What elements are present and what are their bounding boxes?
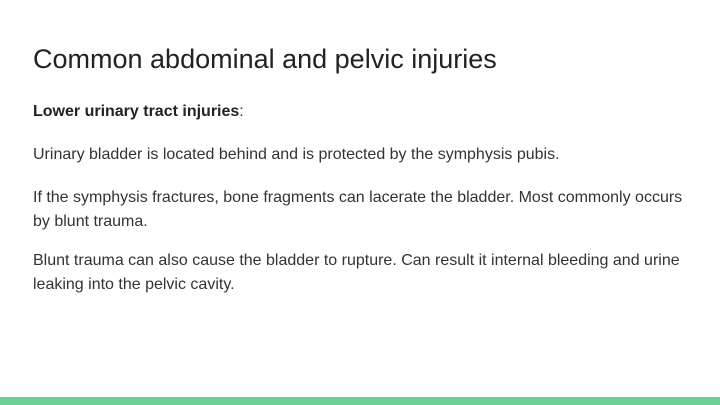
paragraph-bladder-location: Urinary bladder is located behind and is protected by the symphysis pubis. (33, 146, 560, 163)
subheading-bold: Lower urinary tract injuries (33, 103, 240, 120)
paragraph-symphysis-fracture: If the symphysis fractures, bone fragments can lacerate the bladder. Most commonly occurs by blunt trauma. (33, 189, 683, 230)
accent-bar (0, 397, 720, 405)
paragraph-bladder-rupture: Blunt trauma can also cause the bladder to rupture. Can result it internal bleeding and urine leaking into the pelvic cavity. (33, 252, 680, 293)
subheading-suffix: : (239, 103, 244, 120)
slide-body (33, 100, 693, 297)
subheading (33, 100, 693, 124)
slide-title: Common abdominal and pelvic injuries (33, 44, 497, 74)
